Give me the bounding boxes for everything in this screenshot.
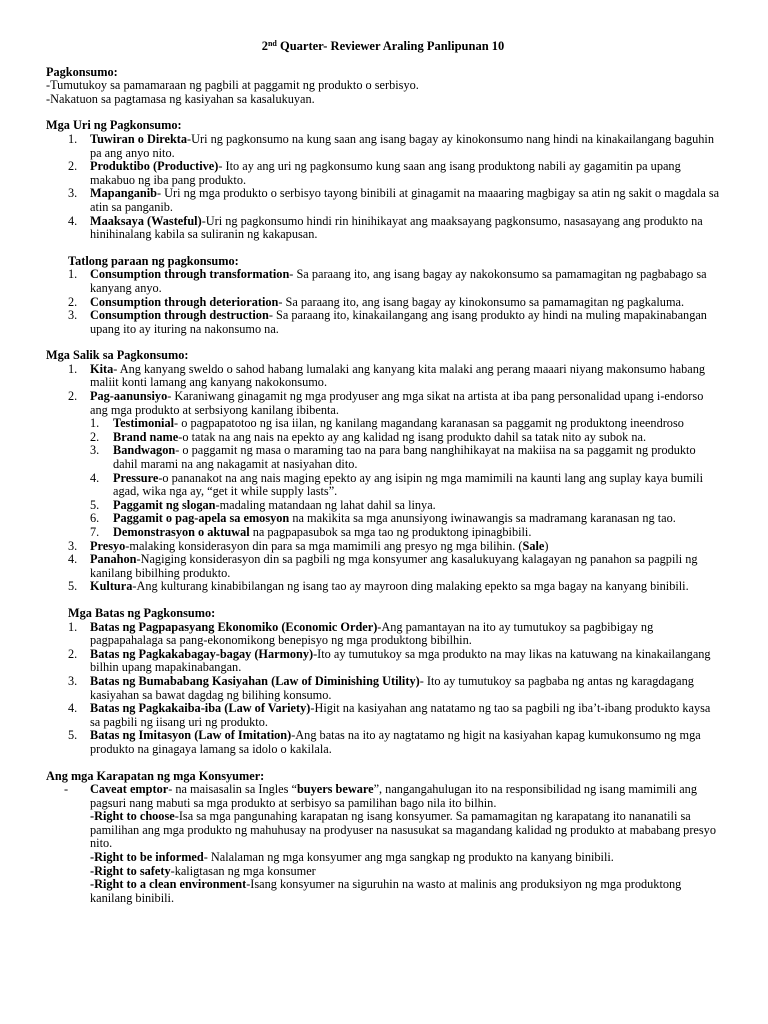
section-heading: Mga Uri ng Pagkonsumo:: [46, 118, 182, 133]
section-uri: [46, 119, 720, 241]
list-item: 4. Maaksaya (Wasteful)-Uri ng pagkonsumo hindi rin hinihikayat ang maaksayang pagkonsumo, nasasayang ang produkto na hinihinalang kabila sa suliranin ng kakapusan.: [68, 213, 703, 242]
list-item: 2. Produktibo (Productive)- Ito ay ang uri ng pagkonsumo kung saan ang isang produktong nabili ay gagamitin pa upang makabuo ng iba pang produkto.: [68, 159, 681, 187]
sub-list-item: 4. Pressure-o pananakot na ang nais maging epekto ay ang isipin ng mga mamimili na kaunti lang ang suplay kaya bumili agad, wika nga ay, “get it while supply lasts”.: [90, 470, 704, 499]
list-item: 2. Batas ng Pagkakabagay-bagay (Harmony)-Ito ay tumutukoy sa mga produkto na may likas na katuwang na kinakailangang bilhin upang mapakinabangan.: [68, 646, 711, 675]
list-item: 5. Kultura-Ang kulturang kinabibilangan ng isang tao ay mayroon ding malaking epekto sa mga bagay na kanyang binibili.: [68, 579, 689, 594]
section-pagkonsumo: [46, 66, 720, 107]
sub-list-item: 5. Paggamit ng slogan-madaling matandaan ng lahat dahil sa linya.: [90, 497, 436, 512]
definition-line: -Tumutukoy sa pamamaraan ng pagbili at paggamit ng produkto o serbisyo.: [46, 78, 419, 93]
section-heading: Mga Batas ng Pagkonsumo:: [68, 605, 216, 620]
list-item: 2. Consumption through deterioration- Sa paraang ito, ang isang bagay ay kinokonsumo sa pamamagitan ng pagkaluma.: [68, 294, 685, 309]
section-heading: Pagkonsumo:: [46, 64, 118, 79]
list-item: 3. Presyo-malaking konsiderasyon din para sa mga mamimili ang presyo ng mga bilihin. (Sale): [68, 538, 549, 553]
list-item: 3. Batas ng Bumababang Kasiyahan (Law of Diminishing Utility)- Ito ay tumutukoy sa pagbaba ng antas ng karagdagang kasiyahan sa bawat dagdag ng bilihing konsumo.: [68, 673, 694, 702]
sub-list-item: 2. Brand name-o tatak na ang nais na epekto ay ang kalidad ng isang produkto dahil sa tatak nito ay subok na.: [90, 429, 647, 444]
list-item: 5. Batas ng Imitasyon (Law of Imitation)-Ang batas na ito ay nagtatamo ng higit na kasiyahan kapag kumukonsumo ng mga produkto na ginagaya lamang sa idolo o kakilala.: [68, 728, 701, 756]
sub-list-item: 1. Testimonial- o pagpapatotoo ng isa iilan, ng kanilang magandang karanasan sa paggamit ng produktong ineendroso: [90, 416, 684, 431]
document-title: 2nd Quarter- Reviewer Araling Panlipunan 10: [261, 39, 505, 53]
sub-list-item: 3. Bandwagon- o paggamit ng masa o maraming tao na para bang nanghihikayat na makiisa na sa paggamit ng produkto dahil marami na ang nakagamit at nasiyahan dito.: [90, 443, 696, 472]
list-item: 4. Batas ng Pagkakaiba-iba (Law of Variety)-Higit na kasiyahan ang natatamo ng tao sa pagbili ng iba’t-ibang produkto kaysa sa pagbili ng iisang uri ng produkto.: [68, 701, 711, 729]
section-paraan: [46, 255, 720, 337]
section-batas: [46, 607, 720, 757]
section-heading: Ang mga Karapatan ng mga Konsyumer:: [46, 768, 265, 783]
list-item: 1. Kita- Ang kanyang sweldo o sahod habang lumalaki ang kanyang kita malaki ang perang maaari niyang makonsumo habang maliit konti lamang ang kanyang nakokonsumo.: [68, 361, 706, 390]
section-karapatan: [46, 770, 720, 906]
right-item: -Right to a clean environment-Isang konsyumer na siguruhin na wasto at malinis ang produksiyon ng mga produktong kanilang binibili.: [90, 877, 682, 905]
definition-line: -Nakatuon sa pagtamasa ng kasiyahan sa kasalukuyan.: [46, 91, 315, 106]
sub-list-item: 7. Demonstrasyon o aktuwal na pagpapasubok sa mga tao ng produktong ipinagbibili.: [90, 525, 532, 539]
list-item: - Caveat emptor- na maisasalin sa Ingles “buyers beware”, nangangahulugan ito na responsibilidad ng isang mamimili ang pagsuri nang mabuti sa mga produkto at serbisyo sa pamilihan bago nila ito bilhin. -Right to choose-Isa sa mga pangunahing karapatan ng isang konsyumer. Sa pamamagitan ng karapatang ito nananatili sa pamilihan ang mga produkto ng mahuhusay na prodyuser na nasusukat sa magandang kalidad ng produkto at mababang presyo nito. -Right to be informed- Nalalaman ng mga konsyumer ang mga sangkap ng produkto na kanyang binibili. -Right to safety-kaligtasan ng mga konsumer -Right to a clean environment-Isang konsyumer na siguruhin na wasto at malinis ang produksiyon ng mga produktong kanilang binibili.: [46, 783, 720, 905]
right-item: -Right to choose-Isa sa mga pangunahing karapatan ng isang konsyumer. Sa pamamagitan ng karapatang ito nananatili sa pamilihan ang mga produkto ng mahuhusay na prodyuser na nasusukat sa magandang kalidad ng produkto at mababang presyo nito.: [90, 809, 716, 851]
right-item: -Right to safety-kaligtasan ng mga konsumer: [90, 863, 316, 878]
list-item: 1. Consumption through transformation- Sa paraang ito, ang isang bagay ay nakokonsumo sa pamamagitan ng pagbabago sa kanyang anyo.: [68, 267, 707, 295]
list-item: 2. Pag-aanunsiyo- Karaniwang ginagamit ng mga prodyuser ang mga sikat na artista at iba pang personalidad upang i-endorso ang mga produkto at serbsiyong kanilang ibibenta.: [68, 389, 704, 417]
list-item: 1. Batas ng Pagpapasyang Ekonomiko (Economic Order)-Ang pamantayan na ito ay tumutukoy sa pagbibigay ng pagpapahalaga sa pang-ekonomikong benepisyo ng mga produktong bibilhin.: [68, 619, 654, 648]
list-item: 4. Panahon-Nagiging konsiderasyon din sa pagbili ng mga konsyumer ang kasalukuyang kalagayan ng panahon sa pagpili ng kanilang bibilhing produkto.: [68, 552, 698, 580]
sub-list-item: 6. Paggamit o pag-apela sa emosyon na makikita sa mga anunsiyong iwinawangis sa madramang karanasan ng tao.: [90, 511, 676, 526]
section-salik: [46, 349, 720, 594]
list-item: 3. Consumption through destruction- Sa paraang ito, kinakailangang ang isang produkto ay hindi na muling mapakinabangan upang ito ay ituring na nakonsumo na.: [68, 308, 707, 336]
section-heading: Mga Salik sa Pagkonsumo:: [46, 348, 189, 363]
section-heading: Tatlong paraan ng pagkonsumo:: [68, 253, 239, 268]
caveat-emptor: Caveat emptor- na maisasalin sa Ingles “buyers beware”, nangangahulugan ito na responsibilidad ng isang mamimili ang pagsuri nang mabuti sa mga produkto at serbisyo sa pamilihan bago nila ito bilhin.: [90, 782, 697, 810]
list-item: 3. Mapanganib- Uri ng mga produkto o serbisyo tayong binibili at ginagamit na maaaring magbigay sa atin ng sakit o magdala sa atin sa panganib.: [68, 186, 720, 214]
list-item: 1. Tuwiran o Direkta-Uri ng pagkonsumo na kung saan ang isang bagay ay kinokonsumo nang hindi na kinakailangang baguhin pa ang anyo nito.: [68, 131, 714, 160]
right-item: -Right to be informed- Nalalaman ng mga konsyumer ang mga sangkap ng produkto na kanyang binibili.: [90, 850, 614, 865]
